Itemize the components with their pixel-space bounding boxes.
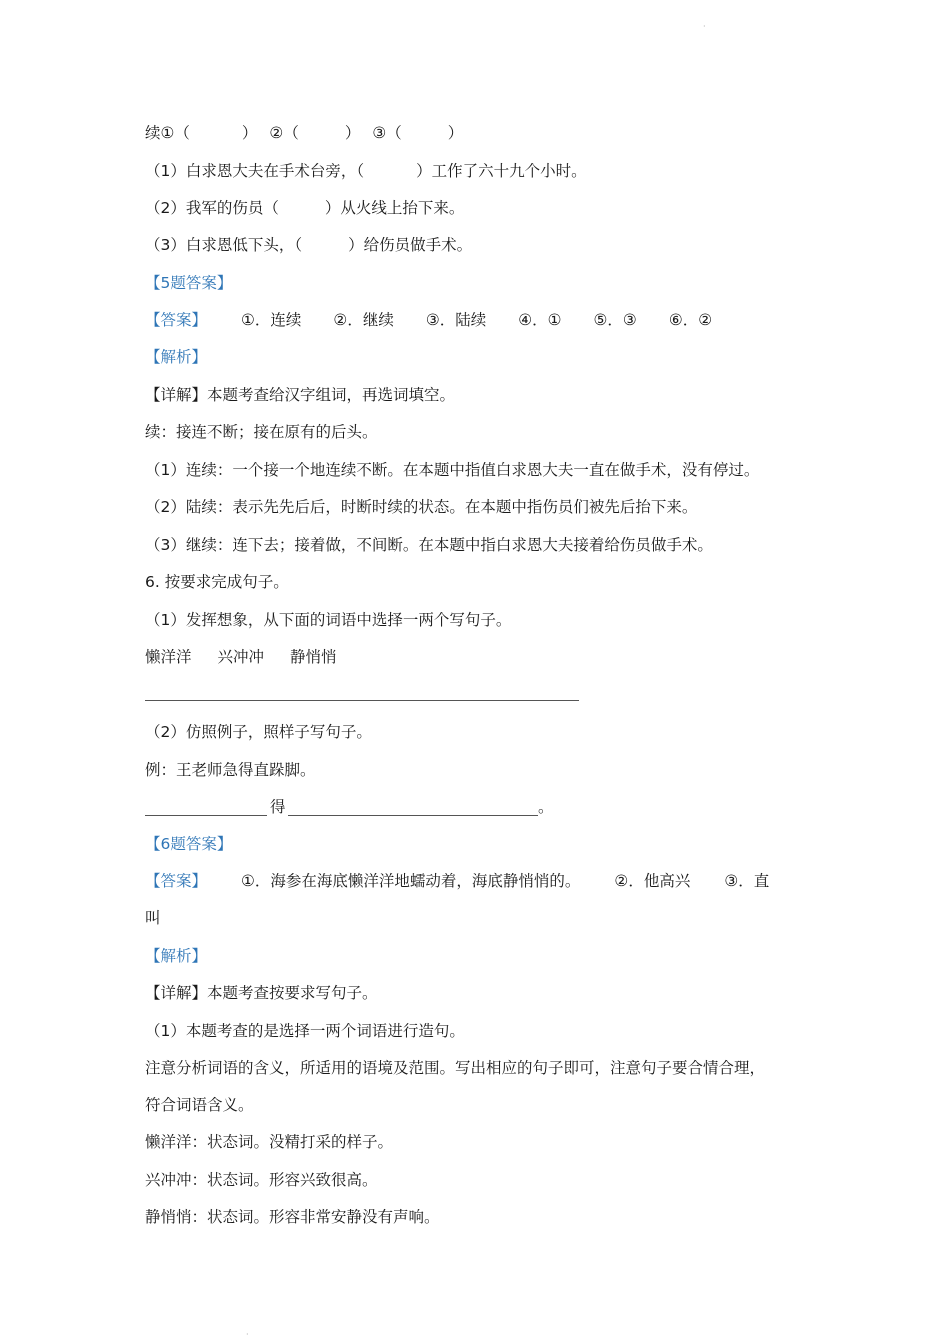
- q6-title: 6. 按要求完成句子。: [145, 573, 289, 591]
- q6-answer-line: [145, 871, 769, 891]
- q5-item-3-before: （3）白求恩低下头，（: [145, 236, 303, 254]
- q5-answer-2: ②．继续: [333, 311, 394, 329]
- q6-answer-header: 【6题答案】: [145, 835, 233, 853]
- q5-blank-line: [145, 123, 463, 143]
- q5-blank-1-open: 续①（: [145, 124, 190, 142]
- q5-item-2: [145, 198, 464, 218]
- page-mark-dot-bottom: ·: [246, 1330, 249, 1339]
- q6-word-list: [145, 647, 337, 667]
- q5-answer-header: 【5题答案】: [145, 274, 233, 292]
- q6-fill-underline-1: [145, 815, 267, 816]
- q6-fill-underline-2: [288, 815, 538, 816]
- q6-answer-label: 【答案】: [145, 872, 208, 890]
- q5-blank-3-close: ）: [447, 124, 464, 142]
- q6-part-1: （1）发挥想象，从下面的词语中选择一两个写句子。: [145, 611, 512, 629]
- q6-word-3: 静悄悄: [290, 648, 337, 666]
- q5-explain-5: （3）继续：连下去；接着做，不间断。在本题中指白求恩大夫接着给伤员做手术。: [145, 536, 713, 554]
- q6-explain-4: 符合词语含义。: [145, 1096, 254, 1114]
- q5-item-3: [145, 235, 472, 255]
- q5-explain-2: 续：接连不断；接在原有的后头。: [145, 423, 378, 441]
- q5-item-1-after: ）工作了六十九个小时。: [416, 162, 587, 180]
- q5-blank-3-open: ③（: [372, 124, 402, 142]
- q5-item-1-before: （1）白求恩大夫在手术台旁，（: [145, 162, 365, 180]
- q6-word-2: 兴冲冲: [217, 648, 265, 666]
- q5-answer-line: [145, 310, 712, 330]
- q5-item-3-after: ）给伤员做手术。: [348, 236, 473, 254]
- q6-answer-1: ①．海参在海底懒洋洋地蠕动着，海底静悄悄的。: [241, 872, 581, 890]
- q5-blank-2-close: ）: [344, 124, 361, 142]
- q5-explain-4: （2）陆续：表示先先后后，时断时续的状态。在本题中指伤员们被先后抬下来。: [145, 498, 698, 516]
- q5-answer-5: ⑤．③: [593, 311, 637, 329]
- q6-answer-2: ②．他高兴: [614, 872, 691, 890]
- q6-example: 例：王老师急得直跺脚。: [145, 761, 316, 779]
- q6-explain-6: 兴冲冲：状态词。形容兴致很高。: [145, 1171, 378, 1189]
- q5-blank-2-open: ②（: [269, 124, 299, 142]
- q6-explain-5: 懒洋洋：状态词。没精打采的样子。: [145, 1133, 394, 1151]
- q6-part-2: （2）仿照例子，照样子写句子。: [145, 723, 372, 741]
- q6-fill-end: 。: [538, 798, 554, 816]
- q5-item-2-after: ）从火线上抬下来。: [324, 199, 465, 217]
- q6-explain-2: （1）本题考查的是选择一两个词语进行造句。: [145, 1022, 465, 1040]
- q6-fill-mid: 得: [270, 798, 286, 816]
- q6-explain-7: 静悄悄：状态词。形容非常安静没有声响。: [145, 1208, 440, 1226]
- q6-answer-wrap: 叫: [145, 909, 161, 927]
- q5-analysis-header: 【解析】: [145, 348, 208, 366]
- q6-answer-underline: [145, 700, 579, 701]
- q5-answer-4: ④．①: [518, 311, 562, 329]
- q5-item-1: [145, 161, 587, 181]
- q6-answer-3: ③．直: [724, 872, 770, 890]
- q5-explain-1: 【详解】本题考查给汉字组词，再选词填空。: [145, 386, 456, 404]
- q6-explain-1: 【详解】本题考查按要求写句子。: [145, 984, 378, 1002]
- q5-blank-1-close: ）: [241, 124, 258, 142]
- q6-word-1: 懒洋洋: [145, 648, 192, 666]
- q5-explain-3: （1）连续：一个接一个地连续不断。在本题中指值白求恩大夫一直在做手术，没有停过。: [145, 461, 760, 479]
- q5-answer-6: ⑥．②: [668, 311, 713, 329]
- q6-explain-3: 注意分析词语的含义，所适用的语境及范围。写出相应的句子即可，注意句子要合情合理，: [145, 1059, 766, 1077]
- q5-answer-label: 【答案】: [145, 311, 208, 329]
- q6-analysis-header: 【解析】: [145, 947, 208, 965]
- page-mark-dot: ·: [703, 22, 706, 31]
- q5-answer-1: ①．连续: [241, 311, 302, 329]
- q5-item-2-before: （2）我军的伤员（: [145, 199, 279, 217]
- q5-answer-3: ③．陆续: [425, 311, 487, 329]
